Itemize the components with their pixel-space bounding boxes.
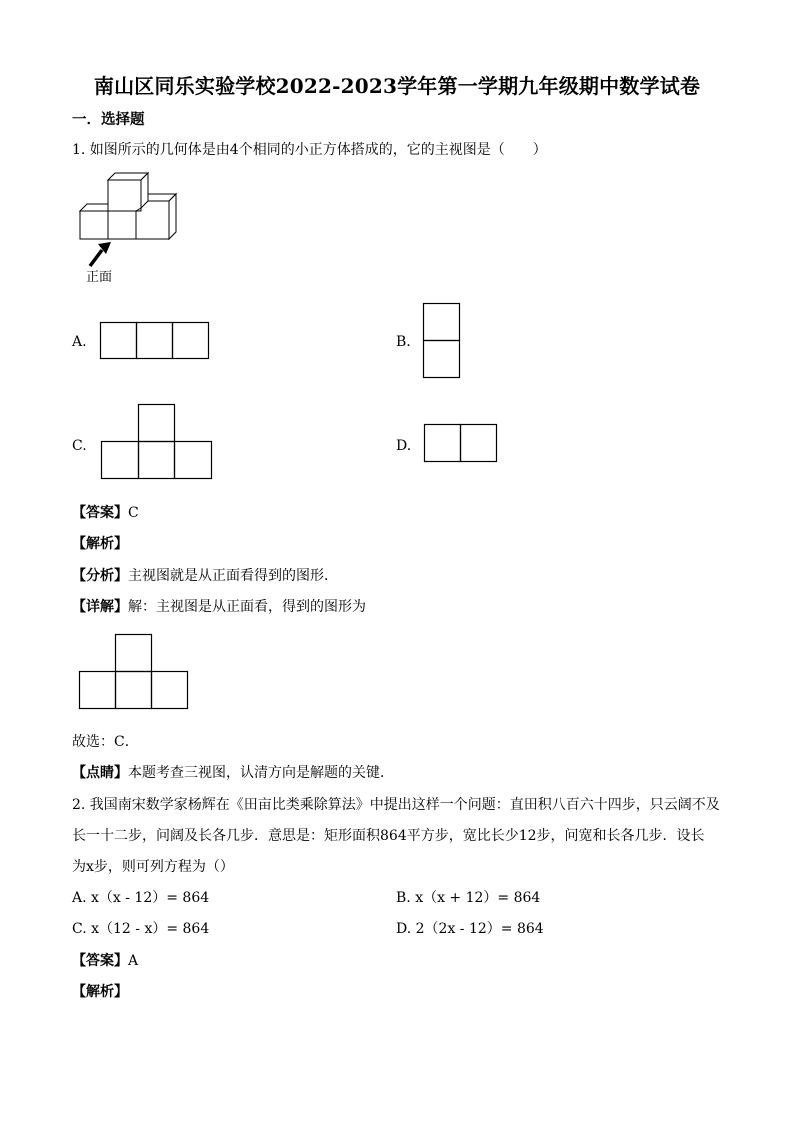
- q1-option-b-figure: [423, 303, 463, 381]
- q2-stem-line-1: 2. 我国南宋数学家杨辉在《田亩比类乘除算法》中提出这样一个问题：直田积八百六十四步，只云阔不及: [72, 797, 720, 813]
- q1-choose: 故选：C．: [72, 734, 139, 750]
- q2-option-d: D. 2（2x - 12）= 864: [396, 921, 544, 937]
- page-title: 南山区同乐实验学校2022-2023学年第一学期九年级期中数学试卷: [93, 74, 701, 98]
- q1-fenxi-label: 【分析】: [72, 568, 128, 584]
- q1-option-d-label: D.: [396, 438, 412, 454]
- section-heading: 一．选择题: [72, 111, 145, 128]
- q1-answer: C: [128, 505, 139, 521]
- q1-answer-line: [72, 503, 139, 523]
- q2-option-c: C. x（12 - x）= 864: [72, 921, 210, 937]
- q2-option-a: A. x（x - 12）= 864: [72, 890, 210, 906]
- q1-analysis-label: 【解析】: [72, 536, 128, 552]
- q2-option-b: B. x（x + 12）= 864: [396, 890, 541, 906]
- q1-figure-caption: 正面: [86, 270, 113, 285]
- q1-option-c-figure: [101, 404, 215, 482]
- q1-comment-line: [72, 763, 394, 783]
- q1-fenxi-line: [72, 566, 338, 586]
- q2-answer-line: [72, 951, 138, 971]
- q1-fenxi-text: 主视图就是从正面看得到的图形．: [128, 568, 338, 584]
- q2-stem-line-3: 为x步，则可列方程为（）: [72, 859, 234, 875]
- q1-option-a-label: A.: [72, 334, 87, 350]
- q1-solid-figure: [78, 170, 188, 270]
- q2-stem-line-2: 长一十二步，问阔及长各几步．意思是：矩形面积864平方步，宽比长少12步，问宽和长各几步．设长: [72, 828, 705, 844]
- q1-comment-text: 本题考查三视图，认清方向是解题的关键．: [128, 765, 394, 781]
- q1-comment-label: 【点睛】: [72, 765, 128, 781]
- q1-option-a-figure: [100, 322, 212, 362]
- q1-detail-line: [72, 597, 366, 617]
- q1-stem: 1. 如图所示的几何体是由4个相同的小正方体搭成的，它的主视图是（ ）: [72, 142, 547, 158]
- q1-detail-label: 【详解】: [72, 599, 128, 615]
- q1-solution-figure: [79, 634, 193, 712]
- q1-answer-label: 【答案】: [72, 505, 128, 521]
- q1-detail-text: 解：主视图是从正面看，得到的图形为: [128, 599, 366, 615]
- q1-option-c-label: C.: [72, 438, 87, 454]
- q2-answer-label: 【答案】: [72, 953, 128, 969]
- q1-option-d-figure: [424, 424, 500, 464]
- q1-option-b-label: B.: [396, 334, 411, 350]
- q2-analysis-label: 【解析】: [72, 984, 128, 1000]
- q2-answer: A: [128, 953, 139, 969]
